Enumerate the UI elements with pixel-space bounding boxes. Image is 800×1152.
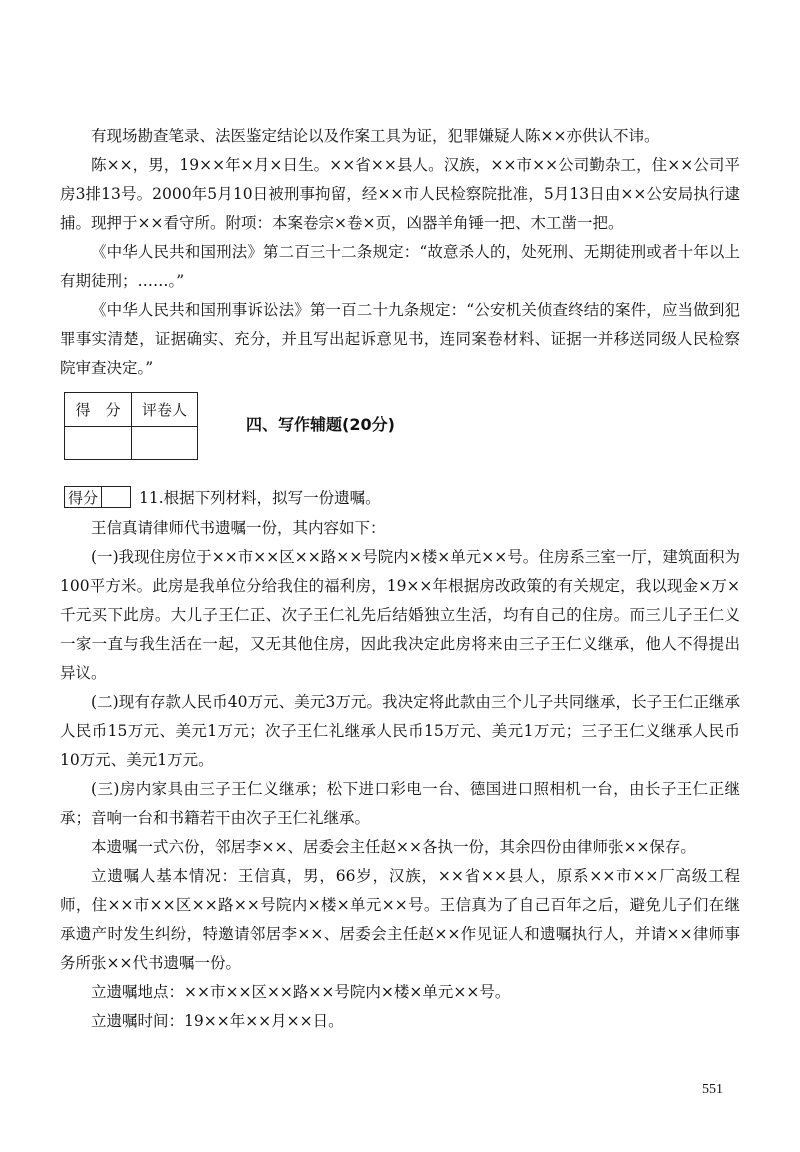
score-table-header-row <box>65 393 197 426</box>
paragraph-copies: 本遗嘱一式六份，邻居李××、居委会主任赵××各执一份，其余四份由律师张××保存。 <box>91 838 696 856</box>
top-text-block <box>60 122 740 383</box>
grader-header: 评卷人 <box>131 393 197 426</box>
paragraph-evidence: 有现场勘查笔录、法医鉴定结论以及作案工具为证，犯罪嫌疑人陈××亦供认不讳。 <box>91 127 660 145</box>
paragraph-criminal-law: 《中华人民共和国刑法》第二百三十二条规定：“故意杀人的，处死刑、无期徒刑或者十年以上有期徒刑；……。” <box>60 243 740 290</box>
grader-blank-cell <box>131 427 197 460</box>
score-table <box>64 392 198 460</box>
paragraph-procedure-law: 《中华人民共和国刑事诉讼法》第一百二十九条规定：“公安机关侦查终结的案件，应当做到犯罪事实清楚，证据确实、充分，并且写出起诉意见书，连同案卷材料、证据一并移送同级人民检察院审查决定。” <box>60 301 740 377</box>
score-header: 得 分 <box>75 401 121 419</box>
paragraph-testator-info: 立遗嘱人基本情况：王信真，男，66岁，汉族，××省××县人，原系××市××厂高级工程师，住××市××区××路××号院内×楼×单元××号。王信真为了自己百年之后，避免儿子们在继承遗产时发生纠纷，特邀请邻居李××、居委会主任赵××作见证人和遗嘱执行人，并请××律师事务所张××代书遗嘱一份。 <box>60 867 740 972</box>
question-score-box <box>64 486 131 508</box>
question-score-blank <box>102 487 130 507</box>
paragraph-time: 立遗嘱时间：19××年××月××日。 <box>91 1012 344 1030</box>
paragraph-furniture: (三)房内家具由三子王仁义继承；松下进口彩电一台、德国进口照相机一台，由长子王仁正继承；音响一台和书籍若干由次子王仁礼继承。 <box>60 780 740 827</box>
question-score-label: 得分 <box>65 487 102 507</box>
will-material-block <box>60 514 740 1036</box>
paragraph-place: 立遗嘱地点：××市××区××路××号院内×楼×单元××号。 <box>91 983 511 1001</box>
question-row <box>64 485 381 509</box>
paragraph-savings: (二)现有存款人民币40万元、美元3万元。我决定将此款由三个儿子共同继承，长子王仁正继承人民币15万元、美元1万元；次子王仁礼继承人民币15万元、美元1万元；三子王仁义继承人民币10万元、美元1万元。 <box>60 693 740 769</box>
question-text: 11.根据下列材料，拟写一份遗嘱。 <box>139 489 381 507</box>
section-title: 四、写作辅题(20分) <box>246 415 395 434</box>
paragraph-intro: 王信真请律师代书遗嘱一份，其内容如下： <box>91 519 386 537</box>
score-blank-cell <box>65 427 131 460</box>
paragraph-suspect-info: 陈××，男，19××年×月×日生。××省××县人。汉族，××市××公司勤杂工，住××公司平房3排13号。2000年5月10日被刑事拘留，经××市人民检察院批准，5月13日由××公安局执行逮捕。现押于××看守所。附项：本案卷宗×卷×页，凶器羊角锤一把、木工凿一把。 <box>60 156 740 232</box>
score-table-blank-row <box>65 426 197 460</box>
page-number: 551 <box>702 1082 723 1097</box>
paragraph-house: (一)我现住房位于××市××区××路××号院内×楼×单元××号。住房系三室一厅，建筑面积为100平方米。此房是我单位分给我住的福利房，19××年根据房改政策的有关规定，我以现金×万×千元买下此房。大儿子王仁正、次子王仁礼先后结婚独立生活，均有自己的住房。而三儿子王仁义一家一直与我生活在一起，又无其他住房，因此我决定此房将来由三子王仁义继承，他人不得提出异议。 <box>60 548 740 682</box>
